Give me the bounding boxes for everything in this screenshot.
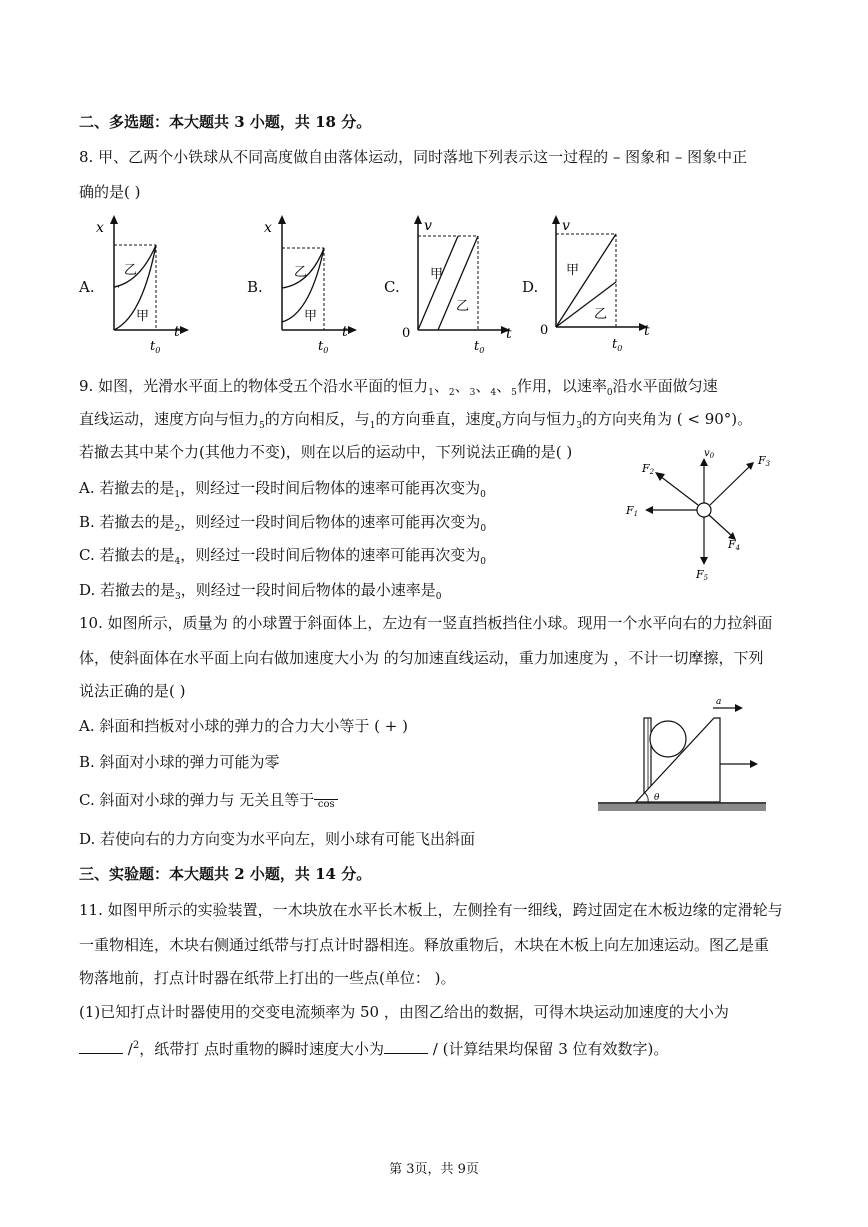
q9-option-d: D. 若撤去的是$_3$，则经过一段时间后物体的最小速率是$_0$ xyxy=(79,581,442,602)
q8-graph-c xyxy=(400,212,520,357)
q11-stem-line2: 一重物相连，木块右侧通过纸带与打点计时器相连。释放重物后，木块在木板上向左加速运动。图乙是重 xyxy=(79,936,770,954)
q8-graph-b xyxy=(262,212,362,357)
q8-b-t-axis-label: t xyxy=(342,324,348,340)
q8-c-v-axis-label: v xyxy=(424,218,432,234)
q8-graph-a xyxy=(94,212,194,357)
q9-f2-label: F2 xyxy=(642,462,655,476)
q8-option-c-label: C. xyxy=(384,278,400,296)
q8-a-t0-label: $t_0$ xyxy=(150,339,161,355)
q8-d-jia-label: 甲 xyxy=(566,263,580,278)
q8-a-jia-label: 甲 xyxy=(136,309,150,324)
q9-option-a: A. 若撤去的是$_1$，则经过一段时间后物体的速率可能再次变为$_0$ xyxy=(79,479,486,500)
q8-d-t-axis-label: t xyxy=(644,323,650,339)
q9-force-diagram xyxy=(620,442,780,587)
q8-graph-d xyxy=(538,212,658,357)
q8-c-jia-label: 甲 xyxy=(430,267,444,282)
q9-f1-label: F1 xyxy=(626,504,639,518)
q10-option-c: C. 斜面对小球的弹力与 无关且等于 cos xyxy=(79,790,338,810)
q9-stem-line3: 若撤去其中某个力(其他力不变)，则在以后的运动中，下列说法正确的是( ) xyxy=(79,443,573,461)
q8-d-v-axis-label: v xyxy=(562,218,570,234)
q8-option-b-label: B. xyxy=(247,278,263,296)
q8-b-t0-label: $t_0$ xyxy=(318,339,329,355)
q9-v0-label: $v_0$ xyxy=(704,448,715,460)
q9-option-c: C. 若撤去的是$_4$，则经过一段时间后物体的速率可能再次变为$_0$ xyxy=(79,546,486,567)
q11-blank-1[interactable] xyxy=(79,1039,123,1054)
q10-stem-line2: 体，使斜面体在水平面上向右做加速度大小为 的匀加速直线运动，重力加速度为 ，不计一切摩擦，下列 xyxy=(79,649,764,667)
page-footer: 第 3页，共 9页 xyxy=(389,1162,479,1177)
q8-b-yi-label: 乙 xyxy=(294,265,308,280)
q10-theta-label: θ xyxy=(654,793,660,803)
section-header-multi-choice: 二、多选题：本大题共 3 小题，共 18 分。 xyxy=(79,113,372,131)
q8-stem-line2: 确的是( ) xyxy=(79,183,141,201)
q8-d-origin-label: 0 xyxy=(540,323,549,338)
q10-option-a: A. 斜面和挡板对小球的弹力的合力大小等于 ( + ) xyxy=(79,717,408,735)
q10-a-label: a xyxy=(716,697,722,707)
q11-sub1-line1: (1)已知打点计时器使用的交变电流频率为 50 ，由图乙给出的数据，可得木块运动加速度的大小为 xyxy=(79,1003,729,1021)
section-header-experiment: 三、实验题：本大题共 2 小题，共 14 分。 xyxy=(79,865,372,883)
q9-option-b: B. 若撤去的是$_2$，则经过一段时间后物体的速率可能再次变为$_0$ xyxy=(79,513,487,534)
q11-blank-2[interactable] xyxy=(384,1039,428,1054)
q11-stem-line1: 11. 如图甲所示的实验装置，一木块放在水平长木板上，左侧拴有一细线，跨过固定在木板边缘的定滑轮与 xyxy=(79,901,783,919)
q10-option-c-fraction: cos xyxy=(314,793,338,810)
q9-stem-line1: 9. 如图，光滑水平面上的物体受五个沿水平面的恒力$_1$、$_2$、$_3$、$_4$、$_5$作用，以速率$_0$沿水平面做匀速 xyxy=(79,377,718,398)
q10-stem-line1: 10. 如图所示，质量为 的小球置于斜面体上，左边有一竖直挡板挡住小球。现用一个水平向右的力拉斜面 xyxy=(79,614,773,632)
q10-option-d: D. 若使向右的力方向变为水平向左，则小球有可能飞出斜面 xyxy=(79,830,476,848)
q10-option-b: B. 斜面对小球的弹力可能为零 xyxy=(79,753,280,771)
q8-b-x-axis-label: x xyxy=(264,220,272,236)
q8-a-yi-label: 乙 xyxy=(124,263,138,278)
q8-d-t0-label: $t_0$ xyxy=(612,337,623,353)
q8-a-t-axis-label: t xyxy=(174,324,180,340)
q8-option-d-label: D. xyxy=(522,278,539,296)
q9-f5-label: F5 xyxy=(696,568,709,582)
q8-a-x-axis-label: x xyxy=(96,220,104,236)
q8-b-jia-label: 甲 xyxy=(304,309,318,324)
q10-stem-line3: 说法正确的是( ) xyxy=(79,682,186,700)
q8-c-yi-label: 乙 xyxy=(456,299,470,314)
q8-c-origin-label: 0 xyxy=(402,326,411,341)
q8-c-t-axis-label: t xyxy=(506,326,512,342)
q8-stem-line1: 8. 甲、乙两个小铁球从不同高度做自由落体运动，同时落地下列表示这一过程的 – 图象和 – 图象中正 xyxy=(79,148,748,166)
q8-option-a-label: A. xyxy=(79,278,95,296)
q9-stem-line2: 直线运动，速度方向与恒力$_5$的方向相反，与$_1$的方向垂直，速度$_0$方向与恒力$_3$的方向夹角为 ( < 90°)。 xyxy=(79,410,753,431)
q11-stem-line3: 物落地前，打点计时器在纸带上打出的一些点(单位： )。 xyxy=(79,969,456,987)
q8-c-t0-label: $t_0$ xyxy=(474,339,485,355)
q9-f3-label: F3 xyxy=(758,454,771,468)
q8-d-yi-label: 乙 xyxy=(594,307,608,322)
q9-f4-label: F4 xyxy=(728,538,741,552)
q10-incline-figure xyxy=(598,694,768,819)
q11-sub1-line2: /$^2$，纸带打 点时重物的瞬时速度大小为 / (计算结果均保留 3 位有效数字)。 xyxy=(79,1036,668,1059)
